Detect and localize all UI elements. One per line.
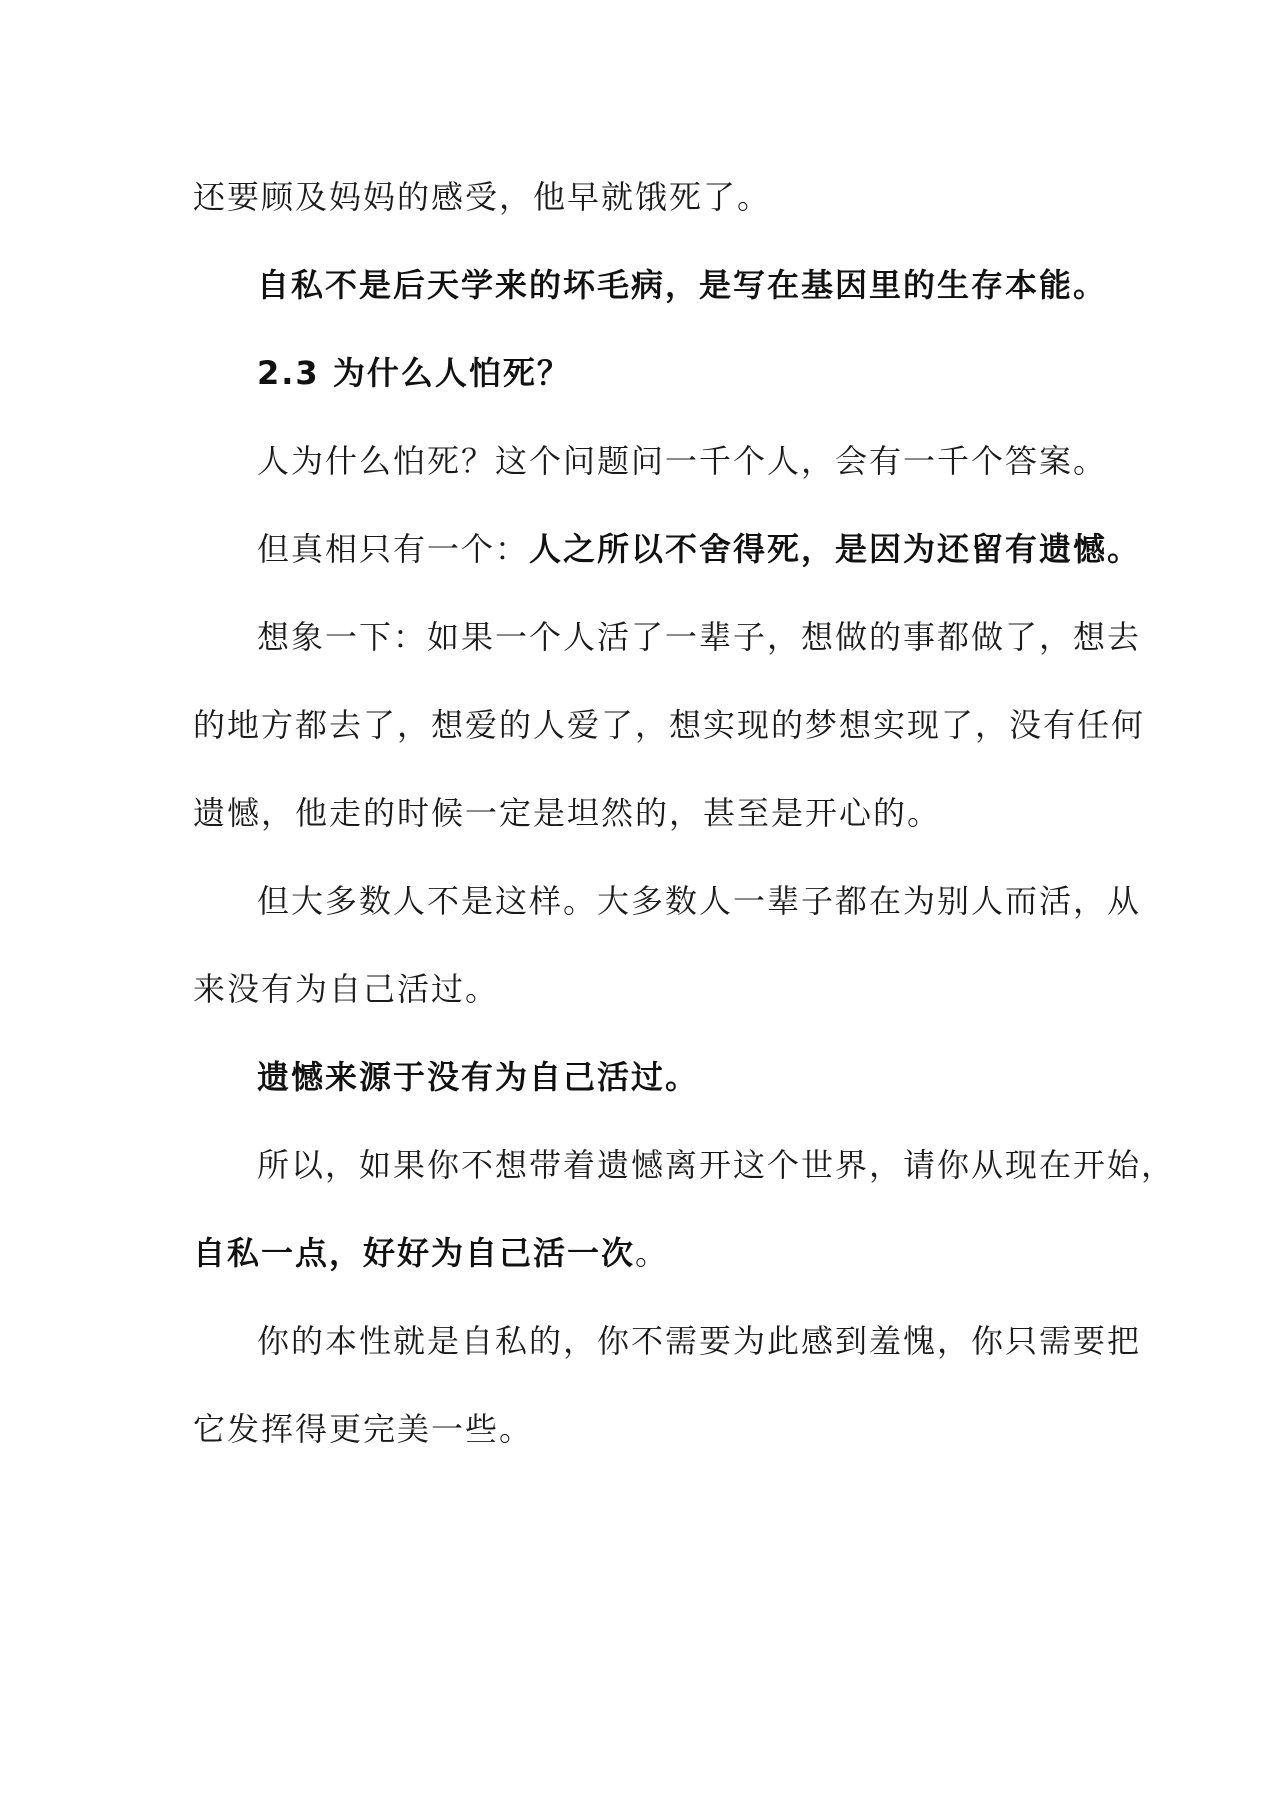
plain-text: 但真相只有一个：: [257, 530, 530, 568]
paragraph-line: 但大多数人不是这样。大多数人一辈子都在为别人而活，从: [257, 882, 1142, 920]
emphasis-sentence: 自私不是后天学来的坏毛病，是写在基因里的生存本能。: [257, 266, 1108, 304]
paragraph-line: 遗憾，他走的时候一定是坦然的，甚至是开心的。: [193, 794, 942, 832]
bold-text: 人之所以不舍得死，是因为还留有遗憾。: [529, 530, 1142, 568]
paragraph-line: 的地方都去了，想爱的人爱了，想实现的梦想实现了，没有任何: [193, 706, 1146, 744]
emphasis-sentence: 遗憾来源于没有为自己活过。: [257, 1058, 700, 1096]
paragraph-line: [257, 529, 1142, 569]
paragraph-line: 想象一下：如果一个人活了一辈子，想做的事都做了，想去: [257, 618, 1142, 656]
paragraph-line: 它发挥得更完美一些。: [193, 1410, 534, 1448]
paragraph-line: 还要顾及妈妈的感受，他早就饿死了。: [193, 178, 772, 216]
bold-text: 自私一点，好好为自己活一次: [193, 1234, 636, 1272]
paragraph-line: 人为什么怕死？这个问题问一千个人，会有一千个答案。: [257, 442, 1108, 480]
paragraph-line: 你的本性就是自私的，你不需要为此感到羞愧，你只需要把: [257, 1322, 1142, 1360]
paragraph-line: [193, 1233, 669, 1273]
plain-text: 。: [635, 1234, 670, 1272]
paragraph-line: 来没有为自己活过。: [193, 970, 500, 1008]
section-heading: 2.3 为什么人怕死？: [257, 354, 571, 392]
paragraph-line: 所以，如果你不想带着遗憾离开这个世界，请你从现在开始，: [257, 1146, 1176, 1184]
